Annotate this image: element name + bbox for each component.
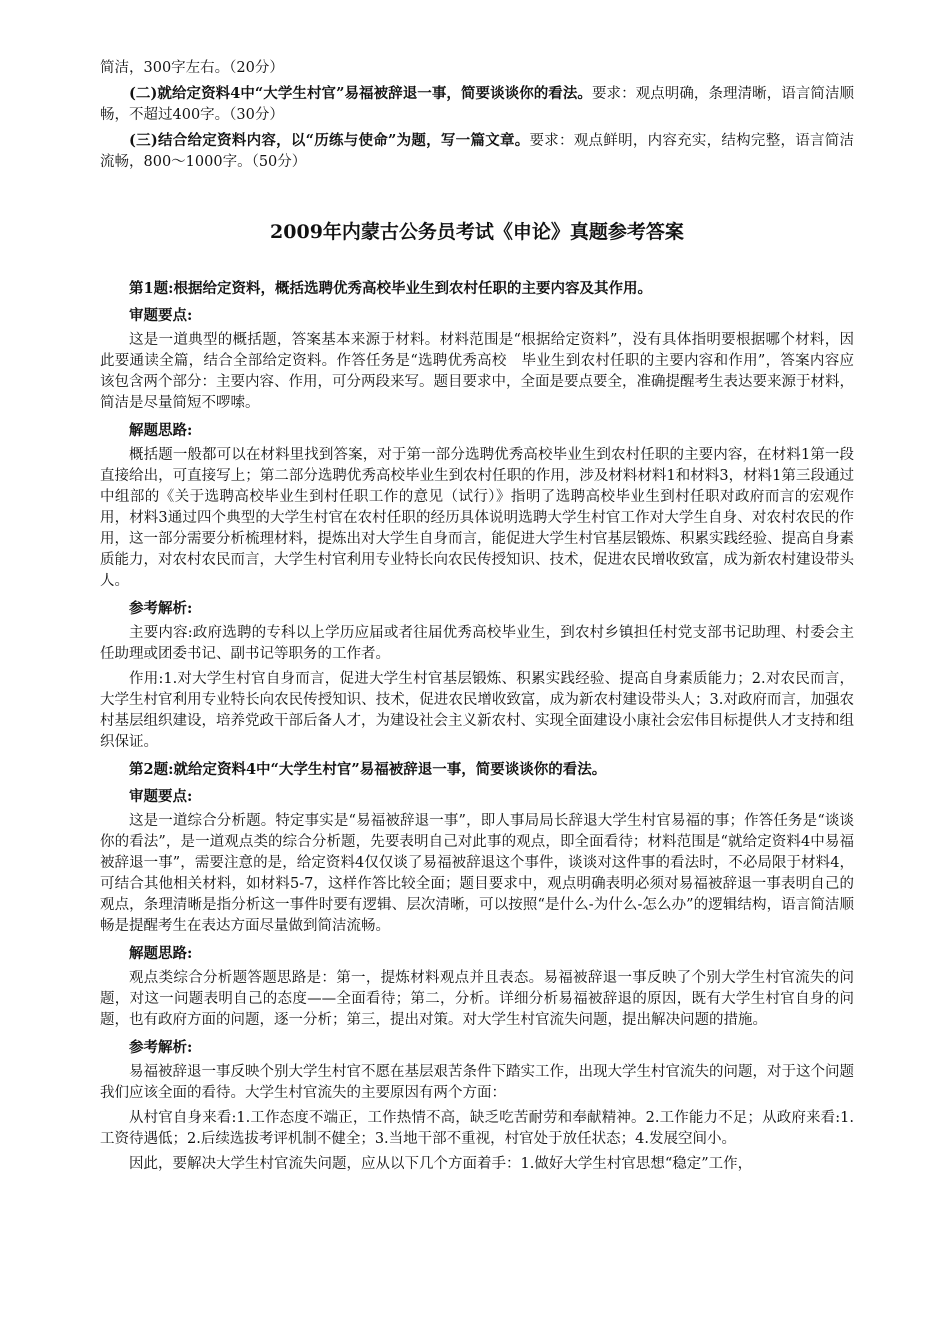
q2-approach-text: 观点类综合分析题答题思路是：第一，提炼材料观点并且表态。易福被辞退一事反映了个别大学生村官流失的问题，对这一问题表明自己的态度——全面看待；第二，分析。详细分析易福被辞退的原因，既有大学生村官自身的问题，也有政府方面的问题，逐一分析；第三，提出对策。对大学生村官流失问题，提出解决问题的措施。 [100,970,854,1028]
q1-key-points-text: 这是一道典型的概括题，答案基本来源于材料。材料范围是“根据给定资料”，没有具体指明要根据哪个材料，因此要通读全篇，结合全部给定资料。作答任务是“选聘优秀高校 毕业生到农村任职的主要内容和作用”，答案内容应该包含两个部分：主要内容、作用，可分两段来写。题目要求中，全面是要点要全，准确提醒考生表达要来源于材料，简洁是尽量简短不啰嗦。 [100,332,854,411]
q2-approach-heading: 解题思路: [129,945,193,962]
q1-key-points-heading: 审题要点: [129,307,193,324]
q2-reference-measures: 因此，要解决大学生村官流失问题，应从以下几个方面着手：1.做好大学生村官思想“稳定”工作， [129,1156,753,1172]
q2-reference-causes: 从村官自身来看:1.工作态度不端正，工作热情不高，缺乏吃苦耐劳和奉献精神。2.工作能力不足；从政府来看:1.工资待遇低；2.后续选拔考评机制不健全；3.当地干部不重视，村官处于放任状态；4.发展空间小。 [100,1110,854,1147]
intro-question-3 [100,130,854,173]
q2-reference-intro: 易福被辞退一事反映个别大学生村官不愿在基层艰苦条件下踏实工作，出现大学生村官流失的问题，对于这个问题我们应该全面的看待。大学生村官流失的主要原因有两个方面： [100,1064,854,1101]
answer-title: 2009年内蒙古公务员考试《申论》真题参考答案 [270,221,684,243]
q1-approach-text: 概括题一般都可以在材料里找到答案，对于第一部分选聘优秀高校毕业生到农村任职的主要内容，在材料1第一段直接给出，可直接写上；第二部分选聘优秀高校毕业生到农村任职的作用，涉及材料材料1和材料3，材料1第三段通过中组部的《关于选聘高校毕业生到村任职工作的意见（试行）》指明了选聘高校毕业生到村任职对政府而言的宏观作用，材料3通过四个典型的大学生村官在农村任职的经历具体说明选聘大学生村官工作对大学生自身、对农村农民的作用，这一部分需要分析梳理材料，提炼出对大学生自身而言，能促进大学生村官基层锻炼、积累实践经验、提高自身素质能力，对农村农民而言，大学生村官利用专业特长向农民传授知识、技术，促进农民增收致富，成为新农村建设带头人。 [100,447,854,589]
q1-approach-heading: 解题思路: [129,422,193,439]
q2-key-points-heading: 审题要点: [129,788,193,805]
q1-reference-content: 主要内容:政府选聘的专科以上学历应届或者往届优秀高校毕业生，到农村乡镇担任村党支部书记助理、村委会主任助理或团委书记、副书记等职务的工作者。 [100,625,854,662]
intro-question-2-requirements: 要求：观点明确，条理清晰，语言简洁顺畅，不超过400字。（30分） [100,86,854,123]
question-2-heading: 第2题:就给定资料4中“大学生村官”易福被辞退一事，简要谈谈你的看法。 [129,761,607,778]
intro-question-3-bold: (三)结合给定资料内容，以“历练与使命”为题，写一篇文章。 [129,132,530,149]
intro-line-0: 简洁，300字左右。（20分） [100,60,284,76]
q1-reference-effects: 作用:1.对大学生村官自身而言，促进大学生村官基层锻炼、积累实践经验、提高自身素质能力；2.对农民而言，大学生村官利用专业特长向农民传授知识、技术，促进农民增收致富，成为新农村建设带头人；3.对政府而言，加强农村基层组织建设，培养党政干部后备人才，为建设社会主义新农村、实现全面建设小康社会宏伟目标提供人才支持和组织保证。 [100,671,854,750]
q2-reference-heading: 参考解析: [129,1039,193,1056]
q2-key-points-text: 这是一道综合分析题。特定事实是“易福被辞退一事”，即人事局局长辞退大学生村官易福的事；作答任务是“谈谈你的看法”，是一道观点类的综合分析题，先要表明自己对此事的观点，即全面看待；材料范围是“就给定资料4中易福被辞退一事”，需要注意的是，给定资料4仅仅谈了易福被辞退这个事件，谈谈对这件事的看法时，不必局限于材料4，可结合其他相关材料，如材料5-7，这样作答比较全面；题目要求中，观点明确表明必须对易福被辞退一事表明自己的观点，条理清晰是指分析这一事件时要有逻辑、层次清晰，可以按照“是什么-为什么-怎么办”的逻辑结构，语言简洁顺畅是提醒考生在表达方面尽量做到简洁流畅。 [100,813,854,934]
question-1-heading: 第1题:根据给定资料，概括选聘优秀高校毕业生到农村任职的主要内容及其作用。 [129,280,652,297]
intro-question-2 [100,83,854,126]
intro-question-2-bold: (二)就给定资料4中“大学生村官”易福被辞退一事，简要谈谈你的看法。 [129,85,592,102]
q1-reference-heading: 参考解析: [129,600,193,617]
intro-question-3-requirements: 要求：观点鲜明，内容充实，结构完整，语言简洁流畅，800～1000字。（50分） [100,133,854,170]
